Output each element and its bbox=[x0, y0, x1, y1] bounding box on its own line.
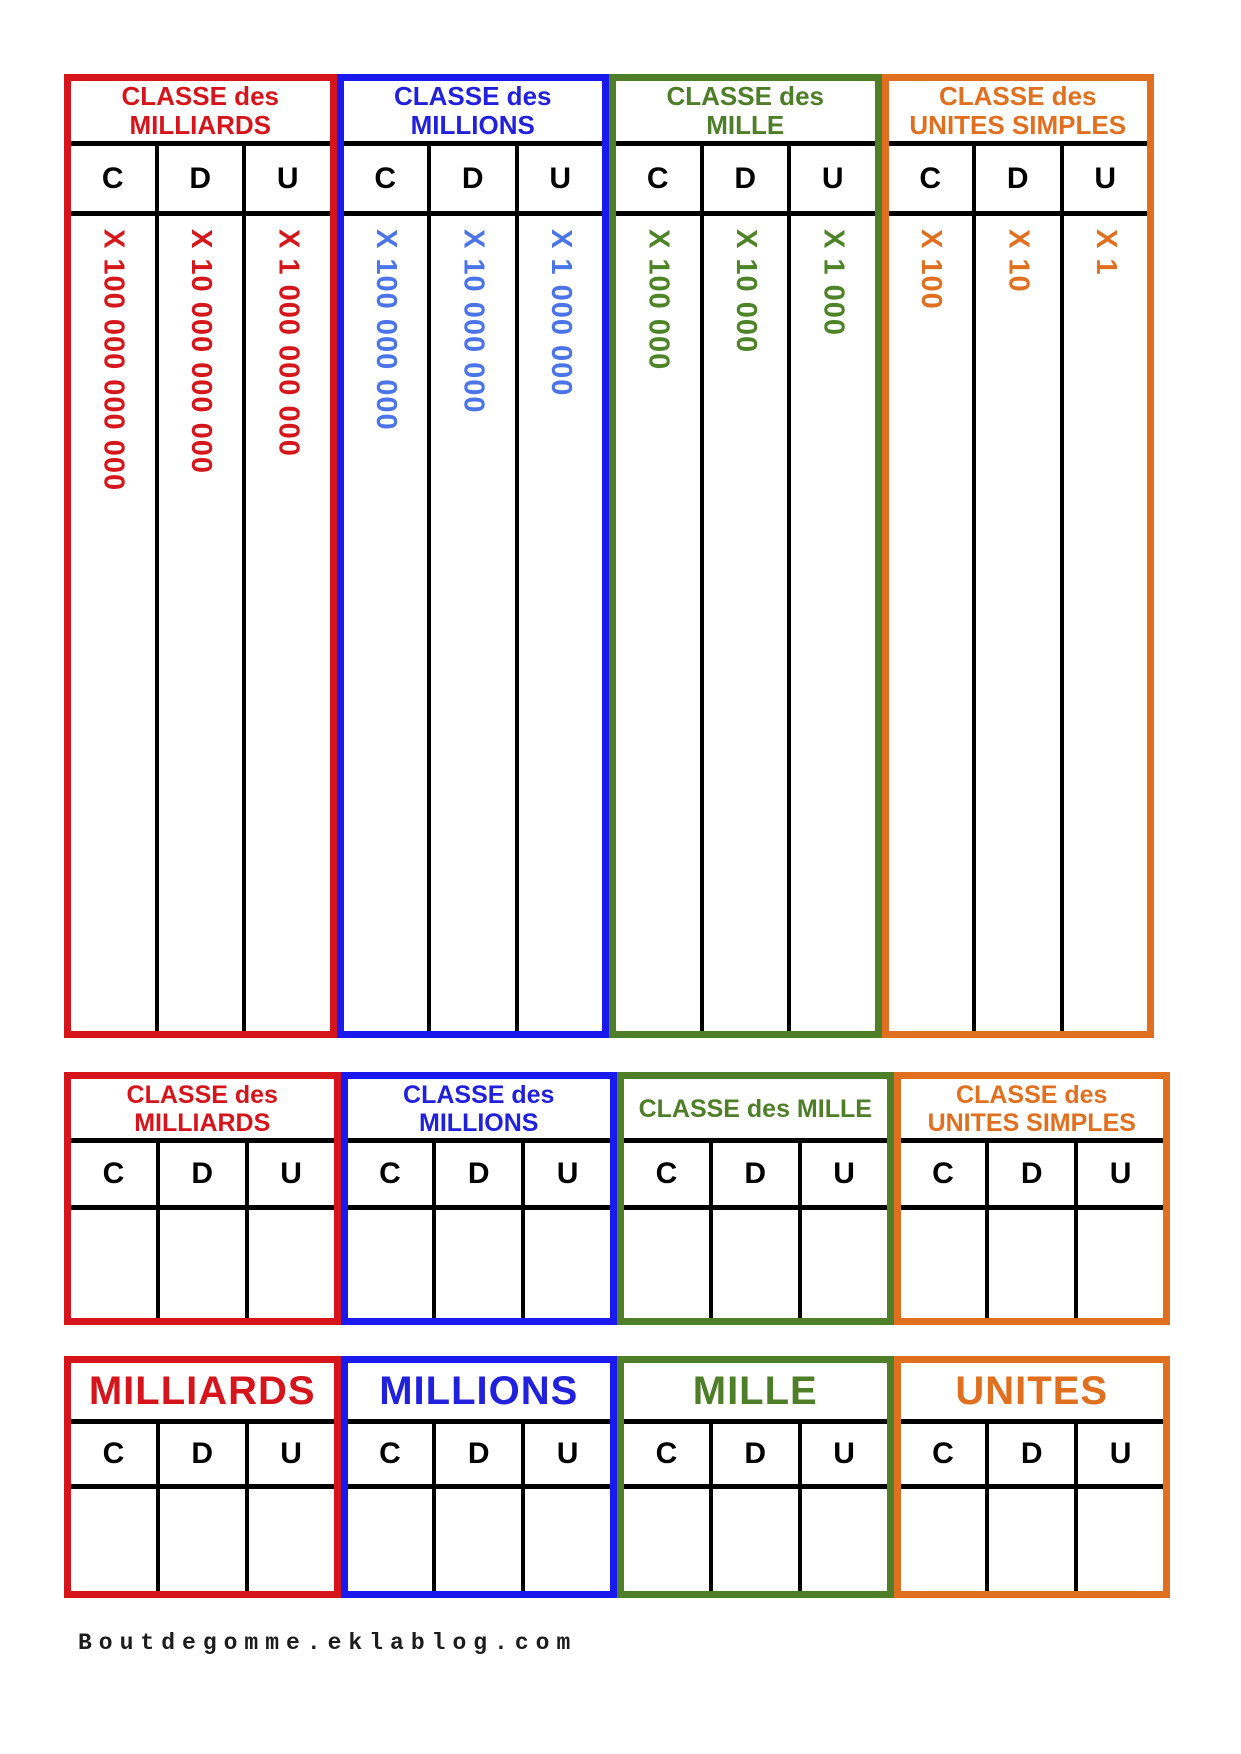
multiplier-label: X 100 000 000 bbox=[369, 229, 402, 431]
empty-cell bbox=[160, 1489, 249, 1591]
empty-cell bbox=[901, 1489, 990, 1591]
column-header-c: C bbox=[624, 1143, 713, 1205]
column-header-d: D bbox=[713, 1424, 802, 1484]
class-header-millions-label: MILLIONS bbox=[379, 1368, 579, 1413]
column-header-d: D bbox=[160, 1143, 249, 1205]
blank-row bbox=[624, 1210, 887, 1318]
empty-cell bbox=[436, 1489, 525, 1591]
column-header-d: D bbox=[989, 1424, 1078, 1484]
multiplier-label: X 10 bbox=[1002, 229, 1035, 293]
empty-cell bbox=[1078, 1210, 1163, 1318]
blank-row bbox=[348, 1489, 611, 1591]
class-header-millions bbox=[348, 1363, 611, 1424]
cdu-row bbox=[344, 146, 603, 216]
class-header-unites-label: CLASSE des UNITES SIMPLES bbox=[927, 1080, 1136, 1137]
column-header-c: C bbox=[348, 1424, 437, 1484]
class-header-unites-label: CLASSE des UNITES SIMPLES bbox=[909, 80, 1127, 140]
column-header-u: U bbox=[1094, 161, 1117, 195]
multiplier-row bbox=[616, 216, 875, 1031]
class-header-mille bbox=[624, 1079, 887, 1143]
multiplier-label: X 10 000 bbox=[729, 229, 762, 354]
multiplier-label: X 100 bbox=[914, 229, 947, 310]
table-short-names-blank bbox=[64, 1356, 1170, 1598]
multiplier-row bbox=[344, 216, 603, 1031]
class-header-millions-label: CLASSE des MILLIONS bbox=[394, 80, 552, 140]
blank-row bbox=[71, 1210, 334, 1318]
column-header-d: D bbox=[704, 146, 792, 211]
class-header-unites bbox=[901, 1079, 1164, 1143]
multiplier-label: X 10 000 000 bbox=[457, 229, 490, 414]
column-header-d: D bbox=[436, 1143, 525, 1205]
cdu-row bbox=[901, 1143, 1164, 1210]
empty-cell bbox=[802, 1489, 887, 1591]
class-header-unites bbox=[901, 1363, 1164, 1424]
multiplier-cell bbox=[976, 216, 1064, 1031]
empty-cell bbox=[624, 1489, 713, 1591]
column-header-c: C bbox=[616, 146, 704, 211]
cdu-row bbox=[889, 146, 1148, 216]
class-group-millions bbox=[337, 74, 610, 1038]
table-classes-multipliers bbox=[64, 74, 1154, 1038]
empty-cell bbox=[249, 1489, 334, 1591]
column-header-d: D bbox=[976, 146, 1064, 211]
blank-row bbox=[901, 1210, 1164, 1318]
column-header-u: U bbox=[821, 161, 844, 195]
multiplier-cell bbox=[246, 216, 330, 1031]
empty-cell bbox=[525, 1210, 610, 1318]
column-header-c: C bbox=[901, 1143, 990, 1205]
multiplier-cell bbox=[1064, 216, 1148, 1031]
class-header-milliards-label: MILLIARDS bbox=[88, 1368, 316, 1413]
column-header-c: C bbox=[71, 1424, 160, 1484]
class-header-milliards-label: CLASSE des MILLIARDS bbox=[121, 80, 279, 140]
empty-cell bbox=[901, 1210, 990, 1318]
class-header-millions bbox=[348, 1079, 611, 1143]
multiplier-cell bbox=[159, 216, 247, 1031]
column-header-d: D bbox=[989, 1143, 1078, 1205]
multiplier-label: X 10 000 000 000 bbox=[184, 229, 217, 474]
multiplier-cell bbox=[344, 216, 432, 1031]
multiplier-cell bbox=[889, 216, 977, 1031]
multiplier-label: X 1 bbox=[1089, 229, 1122, 276]
multiplier-cell bbox=[616, 216, 704, 1031]
class-group-mille bbox=[617, 1356, 894, 1598]
cdu-row bbox=[348, 1424, 611, 1489]
table-classes-blank bbox=[64, 1072, 1170, 1325]
class-header-milliards bbox=[71, 1079, 334, 1143]
class-group-mille bbox=[609, 74, 882, 1038]
column-header-u: U bbox=[556, 1157, 579, 1190]
column-header-c: C bbox=[344, 146, 432, 211]
multiplier-label: X 1 000 bbox=[817, 229, 850, 336]
empty-cell bbox=[71, 1210, 160, 1318]
column-header-c: C bbox=[889, 146, 977, 211]
class-group-milliards bbox=[64, 1072, 341, 1325]
class-group-mille bbox=[617, 1072, 894, 1325]
class-group-unites bbox=[894, 1356, 1171, 1598]
class-group-unites bbox=[894, 1072, 1171, 1325]
class-group-millions bbox=[341, 1072, 618, 1325]
column-header-c: C bbox=[71, 1143, 160, 1205]
class-group-milliards bbox=[64, 1356, 341, 1598]
class-header-mille-label: CLASSE des MILLE bbox=[638, 1094, 872, 1123]
multiplier-label: X 100 000 bbox=[642, 229, 675, 371]
column-header-u: U bbox=[833, 1157, 855, 1190]
column-header-c: C bbox=[348, 1143, 437, 1205]
multiplier-row bbox=[71, 216, 330, 1031]
multiplier-cell bbox=[431, 216, 519, 1031]
column-header-u: U bbox=[1109, 1437, 1132, 1470]
cdu-row bbox=[624, 1143, 887, 1210]
column-header-u: U bbox=[549, 161, 572, 195]
column-header-u: U bbox=[556, 1437, 579, 1470]
class-header-milliards bbox=[71, 81, 330, 146]
empty-cell bbox=[71, 1489, 160, 1591]
multiplier-cell bbox=[704, 216, 792, 1031]
column-header-d: D bbox=[436, 1424, 525, 1484]
blank-row bbox=[901, 1489, 1164, 1591]
class-header-milliards-label: CLASSE des MILLIARDS bbox=[126, 1080, 278, 1137]
class-header-millions bbox=[344, 81, 603, 146]
column-header-c: C bbox=[901, 1424, 990, 1484]
class-header-mille bbox=[616, 81, 875, 146]
class-header-mille-label: MILLE bbox=[692, 1368, 818, 1413]
empty-cell bbox=[802, 1210, 887, 1318]
empty-cell bbox=[160, 1210, 249, 1318]
class-header-milliards bbox=[71, 1363, 334, 1424]
cdu-row bbox=[71, 1143, 334, 1210]
multiplier-cell bbox=[71, 216, 159, 1031]
empty-cell bbox=[1078, 1489, 1163, 1591]
cdu-row bbox=[71, 1424, 334, 1489]
empty-cell bbox=[436, 1210, 525, 1318]
class-group-milliards bbox=[64, 74, 337, 1038]
footer-credit: Boutdegomme.eklablog.com bbox=[78, 1630, 578, 1656]
blank-row bbox=[71, 1489, 334, 1591]
empty-cell bbox=[989, 1489, 1078, 1591]
class-group-unites bbox=[882, 74, 1155, 1038]
empty-cell bbox=[713, 1489, 802, 1591]
empty-cell bbox=[348, 1489, 437, 1591]
column-header-d: D bbox=[160, 1424, 249, 1484]
blank-row bbox=[348, 1210, 611, 1318]
multiplier-label: X 100 000 000 000 bbox=[97, 229, 130, 492]
multiplier-label: X 1 000 000 000 bbox=[272, 229, 305, 457]
column-header-u: U bbox=[280, 1157, 302, 1190]
class-header-mille-label: CLASSE des MILLE bbox=[666, 80, 824, 140]
column-header-c: C bbox=[71, 146, 159, 211]
cdu-row bbox=[616, 146, 875, 216]
column-header-d: D bbox=[159, 146, 247, 211]
empty-cell bbox=[989, 1210, 1078, 1318]
class-group-millions bbox=[341, 1356, 618, 1598]
class-header-mille bbox=[624, 1363, 887, 1424]
class-header-unites bbox=[889, 81, 1148, 146]
column-header-u: U bbox=[276, 161, 299, 195]
empty-cell bbox=[348, 1210, 437, 1318]
empty-cell bbox=[525, 1489, 610, 1591]
multiplier-label: X 1 000 000 bbox=[544, 229, 577, 397]
column-header-u: U bbox=[1109, 1157, 1132, 1190]
column-header-d: D bbox=[713, 1143, 802, 1205]
column-header-d: D bbox=[431, 146, 519, 211]
class-header-unites-label: UNITES bbox=[955, 1368, 1109, 1413]
multiplier-row bbox=[889, 216, 1148, 1031]
multiplier-cell bbox=[791, 216, 875, 1031]
blank-row bbox=[624, 1489, 887, 1591]
multiplier-cell bbox=[519, 216, 603, 1031]
column-header-u: U bbox=[280, 1437, 302, 1470]
column-header-u: U bbox=[833, 1437, 855, 1470]
empty-cell bbox=[713, 1210, 802, 1318]
column-header-c: C bbox=[624, 1424, 713, 1484]
cdu-row bbox=[348, 1143, 611, 1210]
cdu-row bbox=[901, 1424, 1164, 1489]
empty-cell bbox=[249, 1210, 334, 1318]
empty-cell bbox=[624, 1210, 713, 1318]
cdu-row bbox=[624, 1424, 887, 1489]
cdu-row bbox=[71, 146, 330, 216]
class-header-millions-label: CLASSE des MILLIONS bbox=[403, 1080, 555, 1137]
